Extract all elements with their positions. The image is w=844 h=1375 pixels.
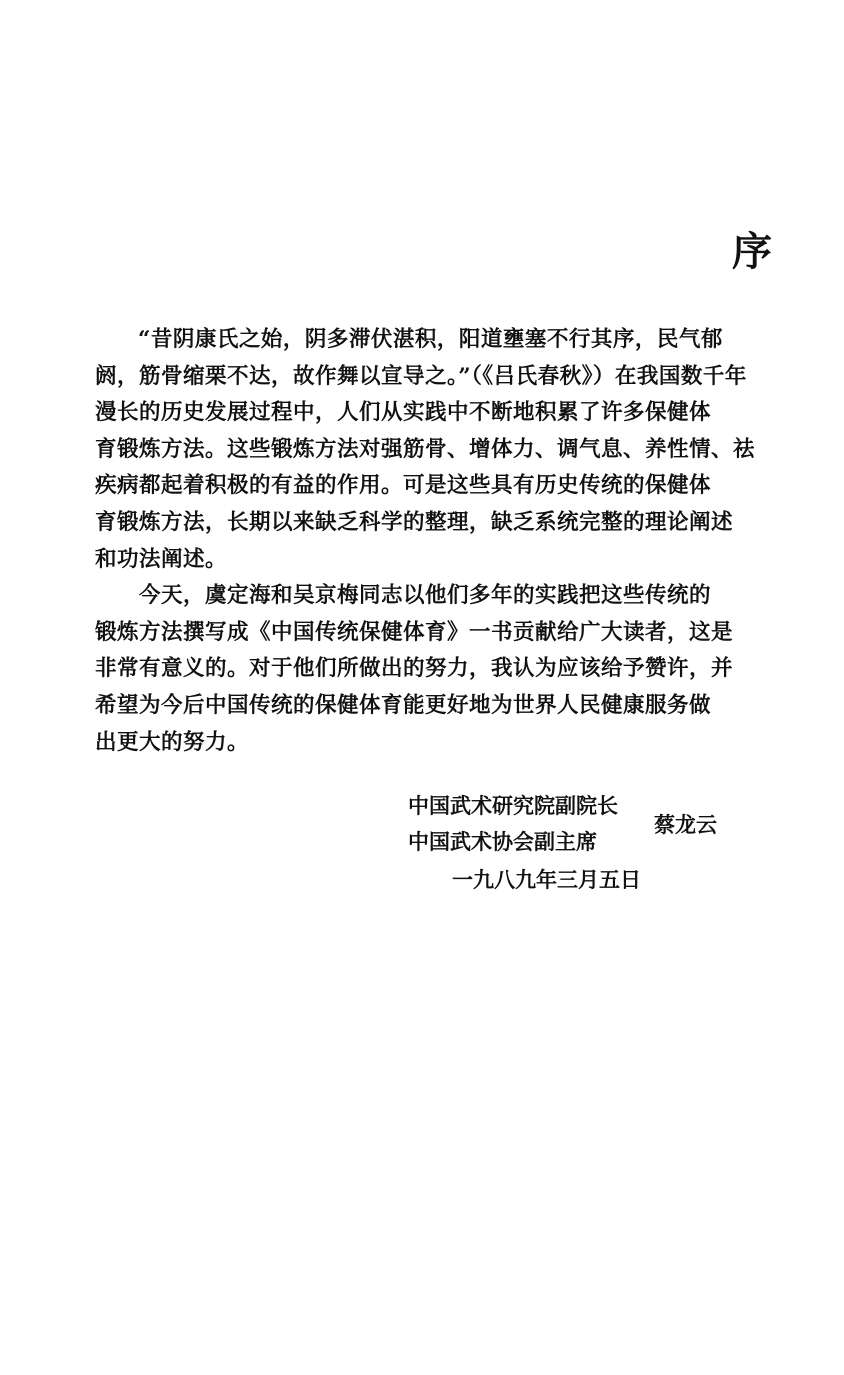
signature-block (408, 788, 717, 898)
preface-body (95, 322, 773, 761)
signature-date: 一九八九年三月五日 (452, 867, 641, 892)
paragraph-2: 今天，虞定海和吴京梅同志以他们多年的实践把这些传统的 锻炼方法撰写成《中国传统保健体育》一书贡献给广大读者，这是 非常有意义的。对于他们所做出的努力，我认为应该给予赞许，并 希望为今后中国传统的保健体育能更好地为世界人民健康服务做 出更大的努力。 (95, 583, 734, 755)
signer-title-1: 中国武术研究院副院长 (408, 793, 618, 818)
signer-title-2: 中国武术协会副主席 (408, 829, 597, 854)
paragraph-1: “昔阴康氏之始，阴多滞伏湛积，阳道壅塞不行其序，民气郁 阏，筋骨缩栗不达，故作舞以宣导之。”（《吕氏春秋》）在我国数千年 漫长的历史发展过程中，人们从实践中不断地积累了许多保健体 育锻炼方法。这些锻炼方法对强筋骨、增体力、调气息、养性情、祛 疾病都起着积极的有益的作用。可是这些具有历史传统的保健体 育锻炼方法，长期以来缺乏科学的整理，缺乏系统完整的理论阐述 和功法阐述。 (95, 327, 756, 572)
signer-name: 蔡龙云 (654, 812, 717, 837)
preface-title: 序 (732, 229, 772, 275)
